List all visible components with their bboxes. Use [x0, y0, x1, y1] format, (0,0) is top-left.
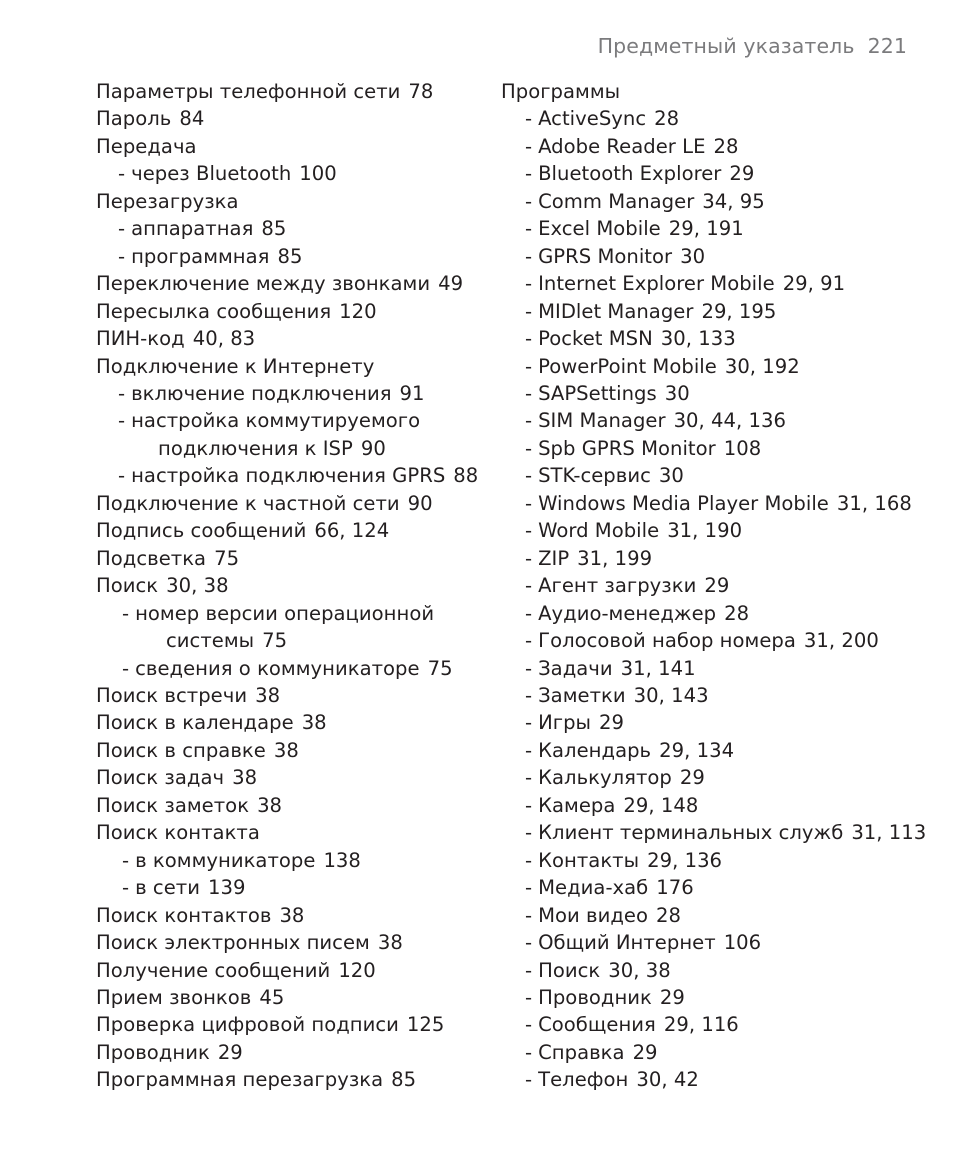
entry-dash: - — [525, 464, 533, 488]
entry-page-locator: 120 — [339, 299, 377, 323]
entry-label: Подсветка — [96, 546, 207, 570]
entry-dash: - — [525, 354, 533, 378]
entry-page-locator: 29, 116 — [663, 1013, 739, 1037]
entry-label: через Bluetooth — [131, 162, 292, 186]
entry-label: Пересылка сообщения — [96, 299, 332, 323]
entry-dash: - — [525, 519, 533, 543]
entry-dash: - — [525, 217, 533, 241]
entry-dash: - — [122, 876, 130, 900]
entry-label: Поиск контакта — [96, 821, 260, 845]
entry-dash: - — [525, 162, 533, 186]
entry-dash: - — [525, 903, 533, 927]
entry-page-locator: 106 — [723, 931, 762, 955]
entry-dash: - — [525, 134, 533, 158]
index-entry — [96, 792, 496, 819]
entry-dash: - — [118, 464, 126, 488]
index-entry — [501, 874, 921, 901]
index-entry — [501, 1039, 921, 1066]
index-entry — [96, 957, 496, 984]
entry-page-locator: 90 — [407, 491, 433, 515]
entry-label: в сети — [135, 876, 200, 900]
entry-page-locator: 29 — [659, 985, 685, 1009]
entry-page-locator: 75 — [214, 546, 240, 570]
entry-label: настройка коммутируемого — [131, 409, 421, 433]
index-entry — [96, 1011, 496, 1038]
entry-page-locator: 49 — [438, 272, 464, 296]
index-entry — [501, 517, 921, 544]
index-entry — [501, 1011, 921, 1038]
index-entry — [96, 380, 496, 407]
entry-page-locator: 31, 190 — [667, 519, 743, 543]
entry-label: Word Mobile — [538, 519, 660, 543]
entry-page-locator: 31, 200 — [803, 629, 879, 653]
entry-dash: - — [525, 738, 533, 762]
entry-dash: - — [525, 683, 533, 707]
index-entry — [96, 737, 496, 764]
entry-label: Медиа-хаб — [538, 876, 649, 900]
index-entry — [501, 243, 921, 270]
index-entry — [501, 682, 921, 709]
index-column-right — [501, 78, 927, 1094]
entry-label: Телефон — [538, 1068, 629, 1092]
entry-page-locator: 28 — [654, 107, 680, 131]
entry-label: Проверка цифровой подписи — [96, 1013, 399, 1037]
index-entry — [96, 545, 496, 572]
entry-label: Поиск — [96, 574, 159, 598]
entry-page-locator: 38 — [273, 738, 299, 762]
entry-label: включение подключения — [131, 381, 392, 405]
entry-label: Прием звонков — [96, 985, 252, 1009]
entry-label: Excel Mobile — [538, 217, 661, 241]
entry-dash: - — [525, 436, 533, 460]
entry-dash: - — [525, 985, 533, 1009]
entry-page-locator: 31, 199 — [577, 546, 653, 570]
entry-label: Comm Manager — [538, 189, 695, 213]
index-entry — [96, 847, 496, 874]
index-entry — [501, 709, 921, 736]
entry-page-locator: 30, 133 — [660, 327, 736, 351]
entry-label: Контакты — [538, 848, 640, 872]
entry-dash: - — [525, 107, 533, 131]
entry-page-locator: 29 — [632, 1040, 658, 1064]
index-entry — [96, 298, 496, 325]
entry-label: ZIP — [538, 546, 570, 570]
index-entry — [96, 188, 496, 215]
index-entry — [96, 407, 496, 434]
entry-dash: - — [525, 299, 533, 323]
entry-label: Калькулятор — [538, 766, 672, 790]
entry-dash: - — [118, 244, 126, 268]
entry-page-locator: 38 — [377, 931, 403, 955]
entry-label: MIDlet Manager — [538, 299, 694, 323]
index-entry — [501, 380, 921, 407]
entry-label: STK-сервис — [538, 464, 651, 488]
index-entry — [501, 353, 921, 380]
entry-page-locator: 28 — [713, 134, 739, 158]
entry-page-locator: 30 — [664, 381, 690, 405]
entry-dash: - — [118, 381, 126, 405]
index-entry — [501, 298, 921, 325]
entry-label: Календарь — [538, 738, 652, 762]
index-entry — [501, 572, 921, 599]
entry-page-locator: 30, 38 — [166, 574, 229, 598]
index-entry — [96, 682, 496, 709]
entry-label: Поиск контактов — [96, 903, 272, 927]
entry-label: Internet Explorer Mobile — [538, 272, 775, 296]
entry-label: Программы — [501, 80, 621, 103]
entry-page-locator: 29, 195 — [701, 299, 777, 323]
index-entry — [96, 655, 496, 682]
entry-dash: - — [525, 1040, 533, 1064]
entry-page-locator: 31, 168 — [836, 491, 912, 515]
entry-dash: - — [525, 876, 533, 900]
index-entry — [96, 1039, 496, 1066]
entry-page-locator: 29 — [217, 1040, 243, 1064]
index-entry — [501, 627, 921, 654]
index-entry — [501, 105, 921, 132]
entry-page-locator: 85 — [277, 244, 303, 268]
entry-page-locator: 28 — [724, 601, 750, 625]
entry-page-locator: 176 — [656, 876, 694, 900]
index-entry — [96, 627, 496, 654]
entry-page-locator: 88 — [453, 464, 479, 488]
entry-label: Заметки — [538, 683, 626, 707]
entry-label: Проводник — [538, 985, 652, 1009]
entry-label: Pocket MSN — [538, 327, 653, 351]
index-entry — [501, 764, 921, 791]
entry-dash: - — [525, 958, 533, 982]
index-entry — [501, 545, 921, 572]
entry-label: аппаратная — [131, 217, 254, 241]
index-entry — [96, 929, 496, 956]
index-entry — [96, 490, 496, 517]
entry-dash: - — [525, 491, 533, 515]
entry-label: сведения о коммуникаторе — [135, 656, 420, 680]
entry-label: Аудио-менеджер — [538, 601, 717, 625]
entry-label: Агент загрузки — [538, 574, 697, 598]
entry-page-locator: 90 — [360, 436, 386, 460]
entry-label: Параметры телефонной сети — [96, 80, 401, 103]
index-entry — [501, 407, 921, 434]
entry-page-locator: 91 — [399, 381, 425, 405]
index-entry — [96, 1066, 496, 1093]
entry-label: Мои видео — [538, 903, 649, 927]
page-header-title: Предметный указатель — [597, 34, 855, 58]
entry-page-locator: 38 — [232, 766, 258, 790]
index-entry — [501, 160, 921, 187]
entry-label: SIM Manager — [538, 409, 666, 433]
entry-dash: - — [122, 656, 130, 680]
entry-label: Подпись сообщений — [96, 519, 307, 543]
index-entry — [96, 243, 496, 270]
entry-label: Переключение между звонками — [96, 272, 431, 296]
entry-page-locator: 28 — [656, 903, 681, 927]
index-entry — [96, 902, 496, 929]
index-entry — [501, 655, 921, 682]
index-entry — [501, 270, 921, 297]
entry-page-locator: 30 — [680, 244, 706, 268]
entry-dash: - — [525, 244, 533, 268]
entry-label: Программная перезагрузка — [96, 1068, 384, 1092]
entry-dash: - — [525, 766, 533, 790]
entry-label: Поиск в календаре — [96, 711, 294, 735]
page-number: 221 — [867, 34, 907, 58]
entry-page-locator: 30 — [658, 464, 684, 488]
entry-dash: - — [525, 381, 533, 405]
entry-dash: - — [525, 821, 533, 845]
index-entry — [501, 435, 921, 462]
entry-dash: - — [122, 848, 130, 872]
entry-label: Windows Media Player Mobile — [538, 491, 829, 515]
entry-page-locator: 34, 95 — [702, 189, 765, 213]
index-column-left — [96, 78, 496, 1094]
entry-page-locator: 38 — [301, 711, 327, 735]
index-entry — [501, 984, 921, 1011]
entry-label: Камера — [538, 793, 616, 817]
entry-page-locator: 31, 141 — [620, 656, 696, 680]
index-entry — [96, 353, 496, 380]
index-entry — [96, 270, 496, 297]
entry-dash: - — [525, 629, 533, 653]
entry-dash: - — [525, 546, 533, 570]
index-entry — [501, 325, 921, 352]
entry-label: Adobe Reader LE — [538, 134, 706, 158]
entry-page-locator: 29 — [599, 711, 625, 735]
entry-page-locator: 66, 124 — [314, 519, 390, 543]
entry-label: номер версии операционной — [135, 601, 435, 625]
index-entry — [501, 847, 921, 874]
entry-page-locator: 31, 113 — [851, 821, 927, 845]
entry-page-locator: 30, 192 — [724, 354, 800, 378]
entry-page-locator: 30, 143 — [633, 683, 709, 707]
entry-page-locator: 38 — [255, 683, 281, 707]
entry-label: GPRS Monitor — [538, 244, 673, 268]
entry-dash: - — [122, 601, 130, 625]
entry-page-locator: 75 — [427, 656, 453, 680]
entry-page-locator: 29, 136 — [647, 848, 723, 872]
index-entry — [501, 902, 921, 929]
index-entry — [96, 709, 496, 736]
index-entry — [96, 819, 496, 846]
entry-label: ПИН-код — [96, 327, 185, 351]
entry-label: в коммуникаторе — [135, 848, 316, 872]
entry-page-locator: 40, 83 — [192, 327, 256, 351]
entry-label: Пароль — [96, 107, 172, 131]
entry-page-locator: 78 — [408, 80, 434, 103]
entry-page-locator: 29, 134 — [659, 738, 735, 762]
entry-dash: - — [118, 217, 126, 241]
index-entry — [501, 462, 921, 489]
index-entry — [501, 133, 921, 160]
entry-label: Подключение к Интернету — [96, 354, 375, 378]
index-entry — [96, 160, 496, 187]
entry-dash: - — [525, 327, 533, 351]
index-entry — [96, 874, 496, 901]
index-entry — [96, 462, 496, 489]
index-entry — [96, 984, 496, 1011]
entry-page-locator: 38 — [279, 903, 305, 927]
entry-dash: - — [525, 409, 533, 433]
index-entry — [501, 737, 921, 764]
index-entry — [501, 215, 921, 242]
index-entry — [501, 792, 921, 819]
entry-label: Задачи — [538, 656, 613, 680]
entry-dash: - — [118, 409, 126, 433]
entry-label: Сообщения — [538, 1013, 656, 1037]
entry-label: Поиск заметок — [96, 793, 250, 817]
entry-page-locator: 100 — [299, 162, 337, 186]
entry-dash: - — [525, 574, 533, 598]
entry-label: ActiveSync — [538, 107, 647, 131]
entry-label: Поиск задач — [96, 766, 225, 790]
entry-dash: - — [525, 601, 533, 625]
entry-label: Общий Интернет — [538, 931, 716, 955]
index-entry — [96, 133, 496, 160]
entry-label: Поиск в справке — [96, 738, 266, 762]
entry-dash: - — [525, 189, 533, 213]
entry-label: Подключение к частной сети — [96, 491, 400, 515]
index-entry — [96, 325, 496, 352]
entry-dash: - — [525, 711, 533, 735]
entry-dash: - — [525, 1013, 533, 1037]
entry-page-locator: 29, 91 — [782, 272, 846, 296]
index-entry — [501, 600, 921, 627]
entry-page-locator: 125 — [406, 1013, 445, 1037]
index-entry — [501, 1066, 921, 1093]
index-entry — [96, 517, 496, 544]
index-entry — [96, 600, 496, 627]
entry-dash: - — [525, 1068, 533, 1092]
entry-label: Поиск — [538, 958, 601, 982]
index-entry — [501, 819, 927, 846]
entry-label: Проводник — [96, 1040, 210, 1064]
entry-page-locator: 29 — [679, 766, 705, 790]
entry-page-locator: 29 — [704, 574, 730, 598]
entry-page-locator: 30, 38 — [608, 958, 671, 982]
entry-label: Голосовой набор номера — [538, 629, 796, 653]
index-entry — [96, 78, 496, 105]
entry-page-locator: 45 — [259, 985, 285, 1009]
entry-label: Поиск электронных писем — [96, 931, 370, 955]
entry-page-locator: 84 — [179, 107, 205, 131]
entry-label: SAPSettings — [538, 381, 657, 405]
entry-label: PowerPoint Mobile — [538, 354, 717, 378]
entry-page-locator: 138 — [323, 848, 361, 872]
index-entry — [501, 490, 921, 517]
entry-page-locator: 139 — [207, 876, 246, 900]
entry-label: Spb GPRS Monitor — [538, 436, 716, 460]
entry-page-locator: 29 — [729, 162, 755, 186]
entry-page-locator: 29, 191 — [668, 217, 744, 241]
entry-page-locator: 75 — [262, 629, 288, 653]
entry-page-locator: 120 — [338, 958, 376, 982]
index-entry — [501, 78, 921, 105]
index-entry — [501, 929, 921, 956]
entry-label: программная — [131, 244, 270, 268]
entry-page-locator: 85 — [261, 217, 287, 241]
entry-page-locator: 85 — [391, 1068, 417, 1092]
entry-page-locator: 29, 148 — [623, 793, 699, 817]
entry-label: подключения к ISP — [158, 436, 353, 460]
index-entry — [96, 435, 496, 462]
index-entry — [501, 188, 921, 215]
index-entry — [96, 215, 496, 242]
entry-label: настройка подключения GPRS — [131, 464, 446, 488]
entry-label: системы — [166, 629, 255, 653]
page-running-header — [598, 34, 907, 58]
entry-dash: - — [525, 931, 533, 955]
entry-dash: - — [525, 793, 533, 817]
index-entry — [96, 764, 496, 791]
index-entry — [96, 105, 496, 132]
entry-label: Справка — [538, 1040, 625, 1064]
entry-dash: - — [525, 272, 533, 296]
entry-dash: - — [118, 162, 126, 186]
entry-page-locator: 30, 44, 136 — [673, 409, 786, 433]
entry-label: Перезагрузка — [96, 189, 239, 213]
index-entry — [96, 572, 496, 599]
entry-label: Получение сообщений — [96, 958, 331, 982]
entry-label: Игры — [538, 711, 592, 735]
entry-label: Клиент терминальных служб — [538, 821, 844, 845]
entry-label: Bluetooth Explorer — [538, 162, 722, 186]
entry-dash: - — [525, 656, 533, 680]
entry-label: Передача — [96, 134, 197, 158]
entry-page-locator: 38 — [257, 793, 283, 817]
entry-dash: - — [525, 848, 533, 872]
entry-page-locator: 108 — [723, 436, 762, 460]
entry-page-locator: 30, 42 — [636, 1068, 699, 1092]
entry-label: Поиск встречи — [96, 683, 248, 707]
index-entry — [501, 957, 921, 984]
